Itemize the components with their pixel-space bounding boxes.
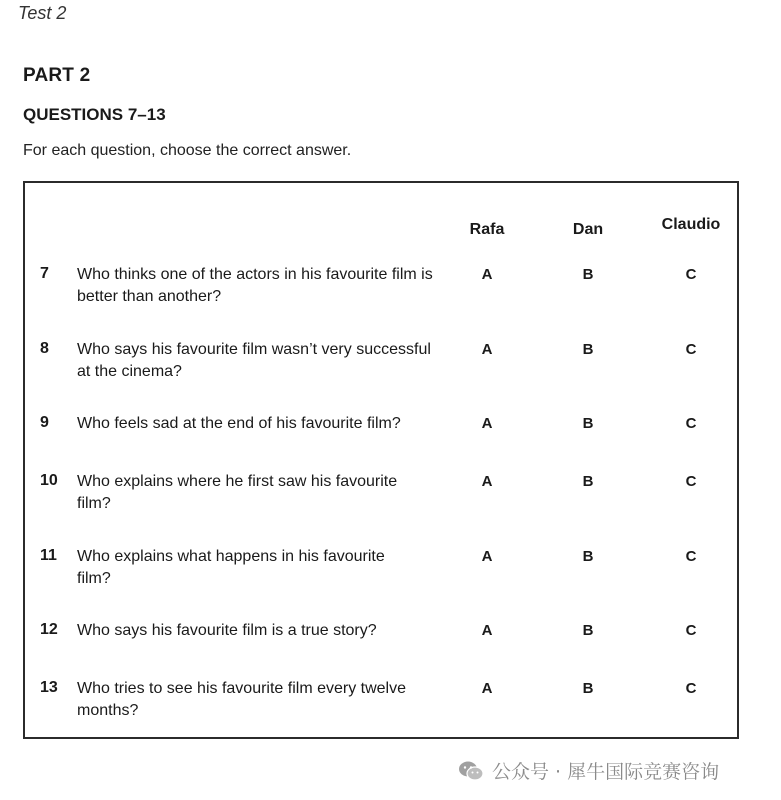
option-a[interactable]: A [481,266,493,283]
column-header-claudio: Claudio [661,216,721,233]
question-text: Who explains where he first saw his favourite film? [77,473,398,512]
watermark [458,757,719,784]
instruction-text: For each question, choose the correct answer. [23,142,352,159]
column-header-dan: Dan [572,221,604,238]
column-header-rafa: Rafa [469,221,505,238]
option-b[interactable]: B [582,415,594,432]
question-table [23,181,739,739]
wechat-icon [458,760,484,782]
question-text: Who tries to see his favourite film every twelve months? [77,680,407,719]
question-text: Who says his favourite film is a true story? [77,622,377,639]
option-c[interactable]: C [685,622,697,639]
option-a[interactable]: A [481,473,493,490]
option-a[interactable]: A [481,415,493,432]
question-number: 12 [40,621,58,638]
question-number: 9 [40,414,49,431]
option-a[interactable]: A [481,622,493,639]
option-a[interactable]: A [481,548,493,565]
question-number: 11 [40,547,57,564]
question-text: Who feels sad at the end of his favourite film? [77,415,401,432]
part-title: PART 2 [23,65,91,86]
test-label: Test 2 [18,3,67,23]
question-text: Who says his favourite film wasn’t very successful at the cinema? [77,341,431,380]
option-c[interactable]: C [685,341,697,358]
option-b[interactable]: B [582,341,594,358]
question-text: Who explains what happens in his favourite film? [77,548,385,587]
option-b[interactable]: B [582,622,594,639]
questions-title: QUESTIONS 7–13 [23,105,166,124]
option-b[interactable]: B [582,680,594,697]
option-b[interactable]: B [582,473,594,490]
option-c[interactable]: C [685,548,697,565]
question-number: 13 [40,679,58,696]
question-text: Who thinks one of the actors in his favourite film is better than another? [77,266,433,305]
option-c[interactable]: C [685,473,697,490]
watermark-text: 公众号 · 犀牛国际竞赛咨询 [492,761,720,783]
option-a[interactable]: A [481,341,493,358]
question-number: 10 [40,472,58,489]
option-a[interactable]: A [481,680,493,697]
option-c[interactable]: C [685,266,697,283]
question-number: 8 [40,340,49,357]
question-number: 7 [40,265,49,282]
option-b[interactable]: B [582,548,594,565]
option-c[interactable]: C [685,415,697,432]
option-c[interactable]: C [685,680,697,697]
option-b[interactable]: B [582,266,594,283]
